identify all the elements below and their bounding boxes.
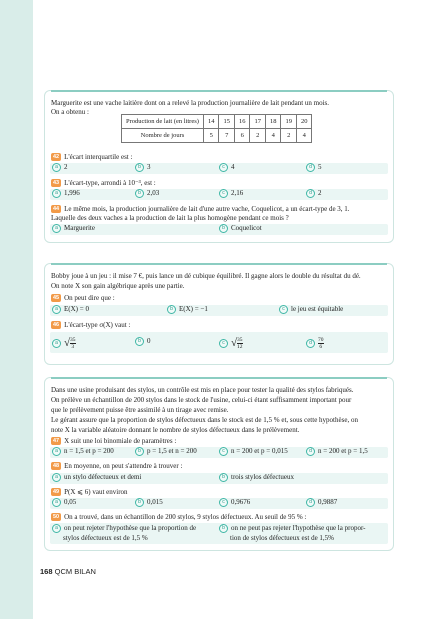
option-a[interactable]: a 0,05 [52, 498, 76, 508]
question-text: P(X ⩽ 6) vaut environ [64, 488, 128, 496]
question-48 [51, 462, 387, 472]
question-50 [51, 513, 387, 523]
question-number: 45 [53, 295, 60, 302]
option-c-marker: c [219, 189, 228, 198]
table-header: Production de lait (en litres) [122, 115, 204, 129]
option-b-marker: b [135, 447, 144, 456]
question-number: 50 [53, 514, 60, 521]
option-d[interactable]: d 0,9887 [306, 498, 337, 508]
answer-row [50, 523, 388, 544]
left-margin-band [0, 0, 33, 619]
option-a[interactable]: a E(X) = 0 [52, 305, 89, 315]
option-a-marker: a [52, 305, 61, 314]
box-top-rule [51, 377, 387, 379]
question-text: X suit une loi binomiale de paramètres : [64, 437, 177, 445]
table-cell: 2 [250, 129, 266, 143]
answer-row [50, 473, 388, 484]
question-number: 43 [53, 180, 60, 187]
answer-row [50, 305, 388, 316]
intro-line: Marguerite est une vache laitière dont on a relevé la production journalière de lait pendant un mois. [51, 99, 330, 107]
option-a[interactable]: a un stylo défectueux et demi [52, 473, 141, 483]
option-d-marker: d [306, 498, 315, 507]
question-text: Laquelle des deux vaches a la production de lait la plus homogène pendant ce mois ? [51, 214, 289, 222]
question-43 [51, 179, 387, 189]
table-cell: 2 [281, 129, 297, 143]
option-c-marker: c [219, 498, 228, 507]
option-b-marker: b [219, 524, 228, 533]
option-c[interactable]: c le jeu est équitable [279, 305, 343, 315]
question-number: 47 [53, 438, 60, 445]
table-cell: 6 [234, 129, 250, 143]
option-b[interactable]: b Coquelicot [219, 224, 262, 234]
option-a[interactable]: a 2 [52, 163, 68, 173]
option-d-marker: d [306, 163, 315, 172]
option-d-marker: d [306, 447, 315, 456]
option-d[interactable]: d $\frac{70}{6}$ [306, 337, 324, 350]
exercise-box-2 [44, 263, 394, 365]
table-cell: 4 [265, 129, 281, 143]
option-a-marker: a [52, 473, 61, 482]
option-a[interactable]: a Marguerite [52, 224, 95, 234]
answer-row [50, 224, 388, 235]
intro-line: Dans une usine produisant des stylos, un contrôle est mis en place pour tester la qualité des stylos fabriqués. [51, 386, 354, 394]
exercise-box-1 [44, 90, 394, 243]
option-d-marker: d [306, 339, 315, 348]
answer-row [50, 447, 388, 458]
page-number: 168 [40, 567, 53, 576]
option-b[interactable]: b 0 [135, 337, 151, 347]
data-table [121, 114, 312, 143]
footer-title: QCM BILAN [54, 567, 96, 576]
intro-line: Le gérant assure que la proportion de stylos défectueux dans le stock est de 1,5 % et, sous cette hypothèse, on [51, 416, 358, 424]
question-number: 44 [53, 206, 60, 213]
intro-line: Bobby joue à un jeu : il mise 7 €, puis lance un dé cubique équilibré. Il gagne alors le double du résultat du dé. [51, 272, 361, 280]
table-cell: 17 [250, 115, 266, 129]
option-c-marker: c [219, 163, 228, 172]
option-b[interactable]: b p = 1,5 et n = 200 [135, 447, 197, 457]
option-a-marker: a [52, 189, 61, 198]
option-c[interactable]: c n = 200 et p = 0,015 [219, 447, 288, 457]
option-c[interactable]: c 2,16 [219, 189, 243, 199]
option-c[interactable]: c 0,9676 [219, 498, 250, 508]
table-cell: 16 [234, 115, 250, 129]
option-c[interactable]: c 4 [219, 163, 235, 173]
intro-line: On a obtenu : [51, 108, 89, 116]
option-b[interactable]: b on ne peut pas rejeter l'hypothèse que la propor- [219, 524, 365, 534]
page-footer [40, 567, 96, 576]
intro-line: que le prélèvement puisse être assimilé à un tirage avec remise. [51, 406, 229, 414]
table-cell: 5 [203, 129, 219, 143]
option-a-marker: a [52, 447, 61, 456]
option-a[interactable]: a on peut rejeter l'hypothèse que la proportion de [52, 524, 196, 534]
question-46 [51, 321, 387, 331]
option-b-continued: tion de stylos défectueux est de 1,5% [230, 534, 335, 542]
question-number: 42 [53, 154, 60, 161]
option-c-marker: c [219, 447, 228, 456]
table-cell: 14 [203, 115, 219, 129]
question-text: L'écart interquartile est : [64, 153, 133, 161]
option-c-marker: c [219, 339, 228, 348]
table-cell: 18 [265, 115, 281, 129]
question-49 [51, 488, 387, 498]
option-b-marker: b [135, 498, 144, 507]
table-header: Nombre de jours [122, 129, 204, 143]
option-a-continued: stylos défectueux est de 1,5 % [63, 534, 148, 542]
answer-row [50, 498, 388, 509]
option-c[interactable]: c √ $\frac{35}{12}$ [219, 337, 243, 350]
question-text: L'écart-type, arrondi à 10⁻³, est : [64, 179, 156, 187]
option-d[interactable]: d n = 200 et p = 1,5 [306, 447, 368, 457]
option-c-marker: c [279, 305, 288, 314]
intro-line: On prélève un échantillon de 200 stylos dans le stock de l'usine, celui-ci étant suffisamment important pour [51, 396, 352, 404]
answer-row [50, 163, 388, 174]
question-45 [51, 294, 387, 304]
option-b-marker: b [219, 473, 228, 482]
option-b[interactable]: b E(X) = −1 [167, 305, 208, 315]
answer-row [50, 189, 388, 200]
option-b[interactable]: b 2,03 [135, 189, 159, 199]
option-b-marker: b [135, 337, 144, 346]
option-a[interactable]: a √ $\frac{35}{3}$ [52, 337, 76, 350]
question-text: En moyenne, on peut s'attendre à trouver : [64, 462, 183, 470]
option-b-marker: b [219, 224, 228, 233]
intro-line: On note X son gain algébrique après une partie. [51, 282, 185, 290]
table-cell: 20 [296, 115, 312, 129]
box-top-rule [51, 263, 387, 265]
option-b[interactable]: b trois stylos défectueux [219, 473, 294, 483]
option-b-marker: b [167, 305, 176, 314]
option-b-marker: b [135, 189, 144, 198]
option-a-marker: a [52, 498, 61, 507]
exercise-box-3 [44, 377, 394, 551]
option-a-marker: a [52, 339, 61, 348]
table-cell: 15 [219, 115, 235, 129]
table-cell: 19 [281, 115, 297, 129]
option-a[interactable]: a 1,996 [52, 189, 80, 199]
question-number: 46 [53, 322, 60, 329]
option-d[interactable]: d 2 [306, 189, 322, 199]
box-top-rule [51, 90, 387, 92]
option-b[interactable]: b 3 [135, 163, 151, 173]
question-text: On a trouvé, dans un échantillon de 200 stylos, 9 stylos défectueux. Au seuil de 95 % : [64, 513, 307, 521]
intro-line: note X la variable aléatoire donnant le nombre de stylos défectueux dans le prélèvement. [51, 426, 300, 434]
option-b-marker: b [135, 163, 144, 172]
question-47 [51, 437, 387, 447]
option-a-marker: a [52, 224, 61, 233]
question-number: 49 [53, 489, 60, 496]
question-text: L'écart-type σ(X) vaut : [64, 321, 131, 329]
option-a-marker: a [52, 524, 61, 533]
option-b[interactable]: b 0,015 [135, 498, 163, 508]
option-d-marker: d [306, 189, 315, 198]
table-cell: 4 [296, 129, 312, 143]
table-cell: 7 [219, 129, 235, 143]
option-a[interactable]: a n = 1,5 et p = 200 [52, 447, 114, 457]
question-42 [51, 153, 387, 163]
answer-row [50, 332, 388, 353]
question-text: On peut dire que : [64, 294, 115, 302]
question-text: Le même mois, la production journalière de lait d'une autre vache, Coquelicot, a un écart-type de 3, 1. [64, 205, 350, 213]
question-number: 48 [53, 463, 60, 470]
option-d[interactable]: d 5 [306, 163, 322, 173]
option-a-marker: a [52, 163, 61, 172]
